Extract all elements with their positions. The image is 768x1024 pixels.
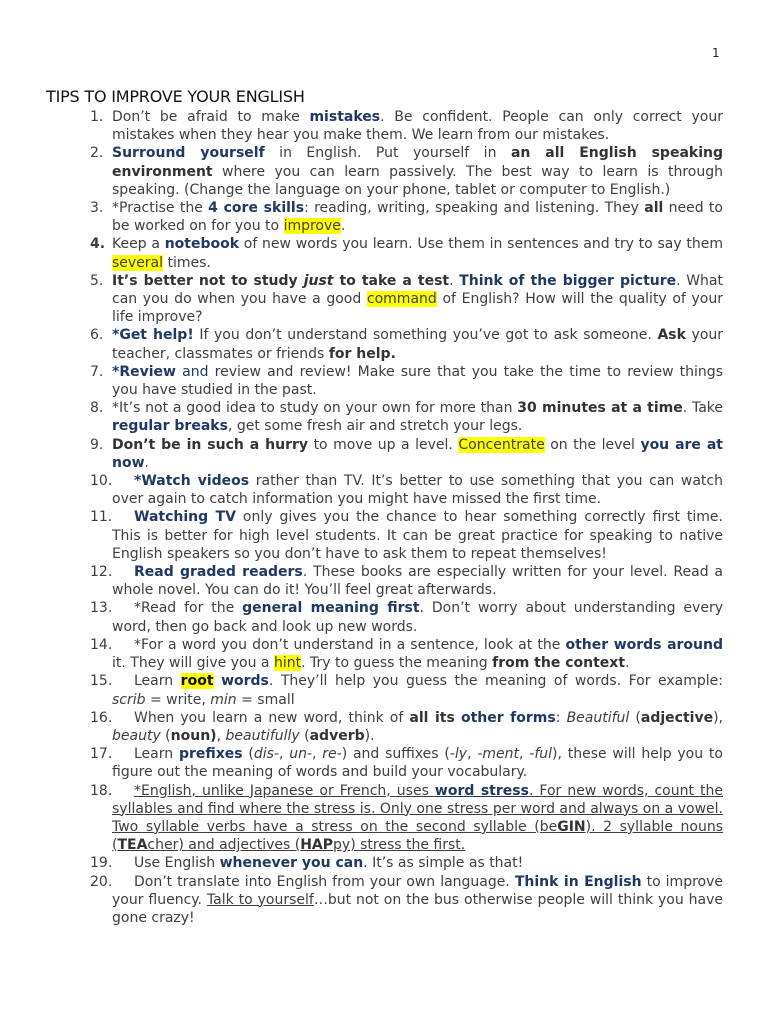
tip-text: ( xyxy=(629,709,641,726)
tip-number: 6. xyxy=(90,327,104,344)
tip-item xyxy=(0,108,768,144)
tip-text: *Get help! xyxy=(112,327,194,344)
tip-text: . Try to guess the meaning xyxy=(301,655,493,672)
tip-text: *It’s not a good idea to study on your own for more than xyxy=(112,400,518,417)
tip-number: 10. xyxy=(90,473,113,490)
tip-text: regular breaks xyxy=(112,418,228,435)
tip-text: -ly xyxy=(449,746,468,763)
tip-text: ). 2 syllable nouns ( xyxy=(112,818,723,854)
tip-number: 8. xyxy=(90,400,104,417)
tip-text: . Don’t worry about understanding every word, then go back and look up new words. xyxy=(112,600,723,635)
tip-number: 7. xyxy=(90,363,104,380)
tip-text: to take a test xyxy=(333,272,450,289)
tip-text: scrib xyxy=(112,691,146,708)
tip-text: . Be confident. People can only correct your mistakes when they hear you make them. We learn from our mistakes. xyxy=(112,109,723,144)
tip-text: of English? How will the quality of your life improve? xyxy=(112,291,723,326)
tip-text: other words around xyxy=(565,636,723,653)
tip-text: , xyxy=(519,746,530,763)
tip-text: Keep a xyxy=(112,236,165,253)
tip-text: dis- xyxy=(253,746,279,763)
tip-item xyxy=(0,326,768,362)
tip-text: Watching TV xyxy=(134,509,236,526)
tip-text: *Read for the xyxy=(134,600,243,617)
tip-text: . What can you do when you have a good xyxy=(112,272,723,308)
tip-text: -ful xyxy=(529,746,553,763)
tip-text: and xyxy=(175,363,215,380)
tip-number: 15. xyxy=(90,673,113,690)
tip-text: . Take xyxy=(682,400,723,417)
tip-number: 17. xyxy=(90,746,113,763)
tip-text: GIN xyxy=(557,818,586,835)
tip-text: 4 core skills xyxy=(208,200,305,217)
tip-text: you are at now xyxy=(112,436,724,471)
tip-text: cher) and adjectives ( xyxy=(147,837,301,854)
tip-text: adjective xyxy=(640,709,714,726)
tip-text: it. They will give you a xyxy=(112,655,274,672)
tip-text: to improve your fluency. xyxy=(112,873,723,908)
tip-text: . It’s as simple as that! xyxy=(363,855,524,872)
tip-text: : reading, writing, speaking and listening. They xyxy=(304,200,645,217)
tip-item xyxy=(0,472,768,508)
tip-item xyxy=(0,873,768,928)
tip-item xyxy=(0,199,768,235)
tip-text xyxy=(214,673,222,689)
tip-text: . These books are especially written for your level. Read a whole novel. You can do it! You’ll feel great afterwards. xyxy=(112,564,723,599)
tip-text: beauty xyxy=(112,727,161,744)
tip-text: ), these will help you to figure out the meaning of words and build your vocabulary. xyxy=(112,746,723,781)
tip-text: re- xyxy=(322,746,342,763)
tip-text: When you learn a new word, think of xyxy=(134,709,410,726)
tip-text: just xyxy=(303,272,334,289)
tip-text: mistakes xyxy=(309,109,381,125)
tip-text: only gives you the chance to hear something correctly first time. This is better for high level students. It can be great practice for speaking to native English speakers so you don’t have to ask them to repeat themselves! xyxy=(112,509,723,562)
tip-text: whenever you can xyxy=(219,855,364,872)
tip-item xyxy=(0,235,768,271)
tip-text: your teacher, classmates or friends xyxy=(112,327,724,362)
tip-text: Don’t be in such a hurry xyxy=(112,436,309,453)
tip-item xyxy=(0,709,768,745)
tip-text: for help. xyxy=(328,345,396,362)
tip-number: 16. xyxy=(90,709,113,726)
tip-text: Don’t translate into English from your own language. xyxy=(134,873,515,890)
tip-text: If you don’t understand something you’ve got to ask someone. xyxy=(193,327,658,344)
tip-text: *English, unlike Japanese or French, uses xyxy=(134,782,435,799)
tip-text: Surround yourself xyxy=(112,145,265,162)
tip-number: 11. xyxy=(90,509,113,526)
tip-text: , get some fresh air and stretch your legs. xyxy=(227,418,523,435)
tip-text: command xyxy=(366,291,437,308)
tip-text: need to be worked on for you to xyxy=(112,200,723,235)
tip-text: ) and suffixes ( xyxy=(341,746,450,763)
document-title: TIPS TO IMPROVE YOUR ENGLISH xyxy=(46,87,305,106)
tip-number: 13. xyxy=(90,600,113,617)
tip-text: -ment xyxy=(477,746,520,763)
tip-text: ( xyxy=(160,727,171,744)
tip-item xyxy=(0,508,768,563)
tip-item xyxy=(0,563,768,599)
tip-text: Concentrate xyxy=(458,436,545,453)
tip-number: 5. xyxy=(90,272,104,289)
tip-text: other forms xyxy=(460,709,556,726)
tip-text: eview and review! Make sure that you take the time to review things you have studied in the past. xyxy=(112,363,723,399)
tip-item xyxy=(0,272,768,327)
tip-text: rather than TV. It’s better to use something that you can watch over again to catch information you might have missed the first time. xyxy=(112,473,723,508)
tip-text: Talk to yourself xyxy=(206,891,314,908)
tip-number: 19. xyxy=(90,855,113,872)
tip-text: *For a word you don’t understand in a sentence, look at the xyxy=(134,636,566,653)
tip-text: *Watch videos xyxy=(134,473,250,490)
tip-text: root xyxy=(180,673,214,690)
tip-text: ( xyxy=(299,727,310,744)
tip-text: Learn xyxy=(134,746,179,763)
tip-text: Think of the bigger picture xyxy=(459,272,677,289)
tip-text: HAP xyxy=(300,837,334,854)
tip-text: *Practise the xyxy=(112,200,209,217)
tip-text: an all English speaking environment xyxy=(112,145,723,180)
tip-text: , xyxy=(467,746,478,763)
tip-text: notebook xyxy=(164,236,240,253)
tip-text: Beautiful xyxy=(566,709,630,726)
tip-number: 14. xyxy=(90,636,113,653)
tip-text: hint xyxy=(273,655,302,672)
tips-list xyxy=(0,108,768,927)
tip-text: . They’ll help you guess the meaning of words. For example: xyxy=(268,673,724,690)
tip-text: on the level xyxy=(544,436,641,453)
tip-number: 18. xyxy=(90,782,113,799)
tip-text: ( xyxy=(242,746,254,763)
tip-text: general meaning first xyxy=(242,600,420,617)
tip-text: TEA xyxy=(117,837,148,854)
tip-item xyxy=(0,436,768,472)
tip-number: 2. xyxy=(90,145,104,162)
tip-text: to move up a level. xyxy=(308,436,459,453)
tip-number: 1. xyxy=(90,109,104,125)
tip-text: beautifully xyxy=(225,727,300,744)
tip-text: of new words you learn. Use them in sentences and try to say them xyxy=(239,236,724,253)
tip-text: , xyxy=(312,746,323,763)
tip-number: 12. xyxy=(90,564,113,581)
tip-number: 4. xyxy=(90,236,106,253)
tip-item xyxy=(0,144,768,199)
tip-text: py) stress the first. xyxy=(333,837,466,854)
tip-text: several xyxy=(112,254,164,271)
tip-text: …but not on the bus otherwise people will think you have gone crazy! xyxy=(112,891,723,926)
tip-text: : xyxy=(555,709,567,726)
tip-text: . For new words, count the syllables and find where the stress is. Only one stress per word and always on a vowel. Two syllable verbs have a stress on the second syllable (be xyxy=(112,782,723,835)
tip-text: in English. Put yourself in xyxy=(264,145,511,162)
tip-text: *Review xyxy=(112,363,176,380)
tip-text: , xyxy=(278,746,290,763)
tip-text: ). xyxy=(364,727,375,744)
tip-text: from the context xyxy=(492,655,626,672)
tip-text: adverb xyxy=(309,727,365,744)
tip-text: Use English xyxy=(134,855,220,872)
tip-text: . xyxy=(144,454,149,471)
tip-text: . xyxy=(449,272,460,289)
tip-item xyxy=(0,854,768,872)
tip-text: Read graded readers xyxy=(134,564,303,581)
tip-text: times. xyxy=(163,254,211,271)
tip-text: un- xyxy=(289,746,313,763)
tip-text: word stress xyxy=(434,782,529,799)
tip-text: where you can learn passively. The best way to learn is through speaking. (Change the language on your phone, tablet or computer to English.) xyxy=(112,163,723,198)
tip-text: Ask xyxy=(657,327,686,344)
tip-item xyxy=(0,399,768,435)
tip-text: words xyxy=(221,673,269,690)
tip-number: 9. xyxy=(90,436,104,453)
tip-text: 30 minutes at a time xyxy=(517,400,683,417)
tip-text: ), xyxy=(713,709,723,726)
tip-text: Don’t be afraid to make xyxy=(112,109,310,125)
tip-text: . xyxy=(625,655,630,672)
tip-text: min xyxy=(210,691,237,708)
tip-item xyxy=(0,672,768,708)
tip-item xyxy=(0,599,768,635)
page-number: 1 xyxy=(712,46,720,60)
tip-text: noun) xyxy=(170,727,217,744)
tip-text: = small xyxy=(236,691,295,708)
tip-text: all xyxy=(644,200,664,217)
tip-number: 3. xyxy=(90,200,104,217)
tip-text: prefixes xyxy=(178,746,243,763)
tip-text: r xyxy=(214,363,221,380)
tip-text: . xyxy=(340,218,346,235)
tip-text: = write, xyxy=(145,691,211,708)
tip-text: , xyxy=(216,727,226,744)
tip-item xyxy=(0,745,768,781)
tip-text: Learn xyxy=(134,673,181,690)
tip-text: all its xyxy=(409,709,455,726)
tip-item xyxy=(0,636,768,672)
tip-number: 20. xyxy=(90,873,113,890)
tip-item xyxy=(0,363,768,399)
tip-text: Think in English xyxy=(514,873,642,890)
tip-text: improve xyxy=(283,218,341,235)
tip-item xyxy=(0,782,768,855)
tip-text: It’s better not to study xyxy=(112,272,304,289)
